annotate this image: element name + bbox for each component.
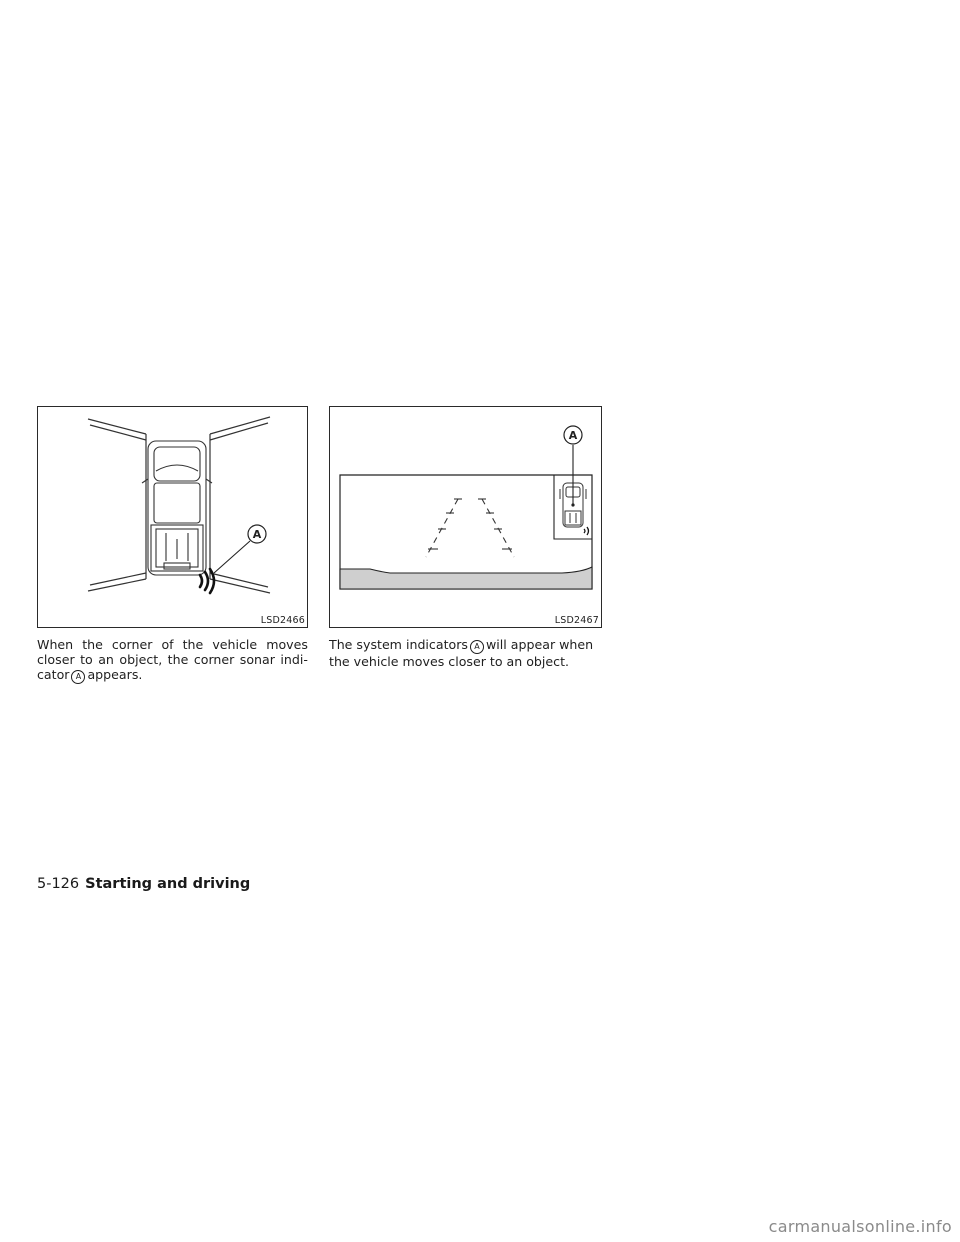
callout-marker: A [71,670,85,684]
word: to [80,652,93,667]
watermark: carmanualsonline.info [768,1217,952,1236]
word: indi- [280,652,308,667]
word: moves [266,637,308,652]
word: sonar [239,652,275,667]
word: of [161,637,174,652]
text-segment: will appear when [485,637,594,652]
corner-sonar-description [37,637,308,684]
figure-corner-sonar [37,406,308,628]
word: object, [119,652,163,667]
word: the [167,652,189,667]
text-line [37,667,308,684]
text-segment: The system indicators [329,637,468,652]
word: the [182,637,204,652]
camera-display-illustration [330,407,603,629]
word: vehicle [212,637,258,652]
callout-label: A [252,528,262,541]
word: an [98,652,114,667]
figure-system-indicators [329,406,602,628]
word: When [37,637,74,652]
vehicle-top-view-illustration [38,407,309,629]
text-line [37,652,308,667]
text-line: the vehicle moves closer to an object. [329,654,570,669]
system-indicator-description [329,637,602,669]
section-title: Starting and driving [85,876,251,892]
word: closer [37,652,75,667]
callout-label: A [568,429,578,442]
word: appears. [87,667,143,682]
word: corner [111,637,153,652]
figure-code: LSD2467 [554,615,599,626]
word: corner [193,652,235,667]
word: cator [37,667,70,682]
figure-code: LSD2466 [260,615,305,626]
page-footer [37,876,250,892]
callout-marker: A [470,640,484,654]
text-line [329,637,602,654]
page-number: 5-126 [37,876,80,892]
word: the [82,637,103,652]
text-line [37,637,308,652]
